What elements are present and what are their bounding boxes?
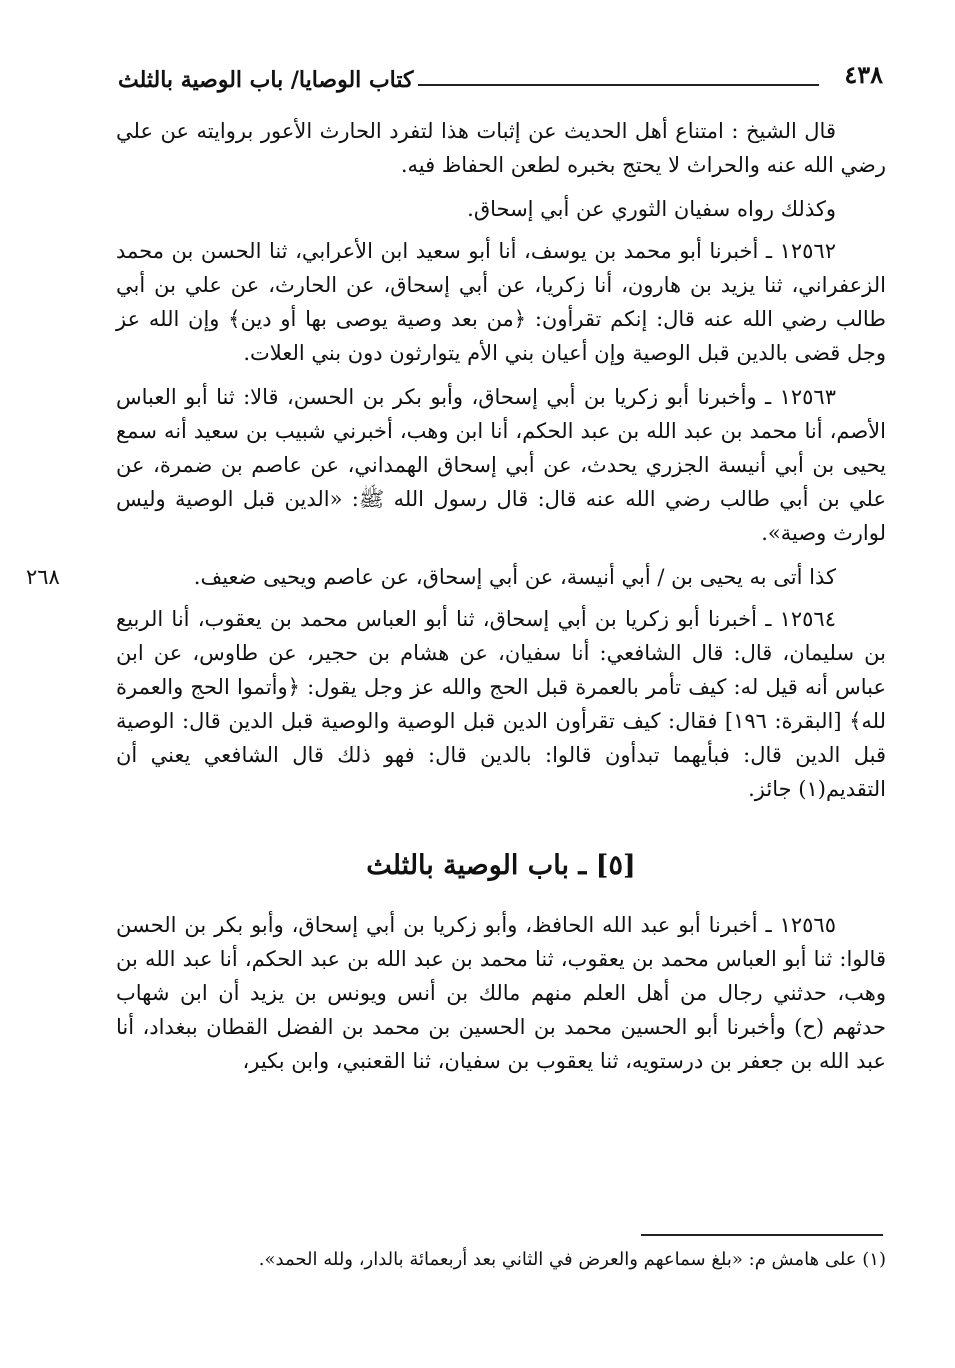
hadith-paragraph: ١٢٥٦٥ ـ أخبرنا أبو عبد الله الحافظ، وأبو زكريا بن أبي إسحاق، وأبو بكر بن الحسن قالوا: ثنا أبو العباس محمد بن يعقوب، ثنا محمد بن عبد الله بن عبد الحكم، أنا عبد الله بن وهب، حدثني رجال من أهل العلم منهم مالك بن أنس ويونس بن يزيد أن ابن شهاب حدثهم (ح) وأخبرنا أبو الحسين محمد بن الحسين بن محمد بن الفضل القطان ببغداد، أنا عبد الله بن جعفر بن درستويه، ثنا يعقوب بن سفيان، ثنا القعنبي، وابن بكير، — [116, 913, 886, 1073]
footnote: (١) على هامش م: «بلغ سماعهم والعرض في الثاني بعد أربعمائة بالدار، ولله الحمد». — [258, 1249, 886, 1270]
hadith-paragraph: ١٢٥٦٤ ـ أخبرنا أبو زكريا بن أبي إسحاق، ثنا أبو العباس محمد بن يعقوب، أنا الربيع بن سليمان، قال: قال الشافعي: أنا سفيان، عن هشام بن حجير، عن طاوس، عن ابن عباس أنه قيل له: كيف تأمر بالعمرة قبل الحج والله عز وجل يقول: ﴿وأتموا الحج والعمرة لله﴾ [البقرة: ١٩٦] فقال: كيف تقرأون الدين قبل الوصية والوصية قبل الدين قال: الوصية قبل الدين قال: فبأيهما تبدأون قالوا: بالدين قال: فهو ذلك قال الشافعي يعني أن التقديم(١) جائز. — [116, 607, 886, 801]
header-rule — [418, 84, 819, 86]
paragraph: وكذلك رواه سفيان الثوري عن أبي إسحاق. — [467, 197, 836, 221]
section-heading: [٥] ـ باب الوصية بالثلث — [366, 850, 636, 881]
running-header — [118, 60, 883, 104]
chapter-title: كتاب الوصايا/ باب الوصية بالثلث — [118, 67, 414, 93]
footnote-rule — [641, 1234, 883, 1236]
hadith-paragraph: ١٢٥٦٣ ـ وأخبرنا أبو زكريا بن أبي إسحاق، وأبو بكر بن الحسن، قالا: ثنا أبو العباس الأصم، أنا محمد بن عبد الله بن عبد الحكم، أنا ابن وهب، أخبرني شبيب بن سعيد أنه سمع يحيى بن أبي أنيسة الجزري يحدث، عن أبي إسحاق الهمداني، عن عاصم بن ضمرة، عن علي بن أبي طالب رضي الله عنه قال: قال رسول الله ﷺ: «الدين قبل الوصية وليس لوارث وصية». — [116, 385, 886, 545]
hadith-paragraph: ١٢٥٦٢ ـ أخبرنا أبو محمد بن يوسف، أنا أبو سعيد ابن الأعرابي، ثنا الحسن بن محمد الزعفراني، ثنا يزيد بن هارون، أنا زكريا، عن أبي إسحاق، عن الحارث، عن علي بن أبي طالب رضي الله عنه قال: إنكم تقرأون: ﴿من بعد وصية يوصى بها أو دين﴾ وإن الله عز وجل قضى بالدين قبل الوصية وإن أعيان بني الأم يتوارثون دون بني العلات. — [116, 239, 886, 365]
margin-folio-number: ٢٦٨ — [26, 565, 60, 589]
page-number: ٤٣٨ — [844, 60, 883, 89]
paragraph: كذا أتى به يحيى بن / أبي أنيسة، عن أبي إسحاق، عن عاصم ويحيى ضعيف. — [193, 565, 836, 589]
paragraph-with-margin-note — [26, 560, 886, 594]
paragraph: قال الشيخ : امتناع أهل الحديث عن إثبات هذا لتفرد الحارث الأعور بروايته عن علي رضي الله عنه والحراث لا يحتج بخبره لطعن الحفاظ فيه. — [116, 119, 886, 177]
main-text — [26, 114, 886, 1088]
